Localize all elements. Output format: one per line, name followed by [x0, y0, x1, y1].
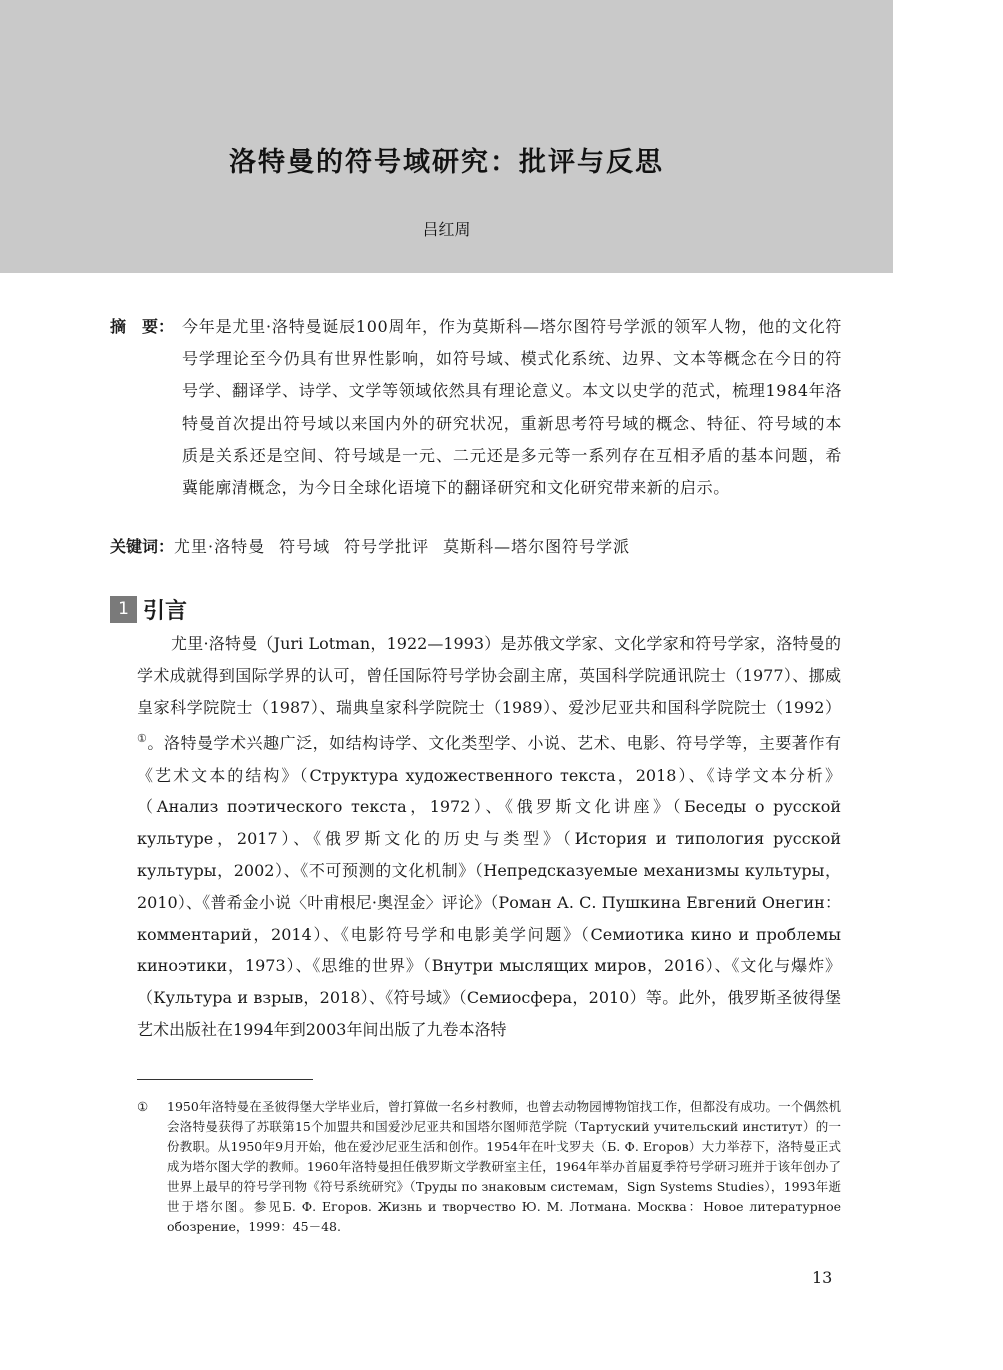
body-paragraph — [137, 628, 841, 1046]
section-heading — [110, 594, 187, 624]
keyword-item: 莫斯科—塔尔图符号学派 — [443, 537, 631, 556]
abstract-block — [110, 311, 842, 504]
keywords-label: 关键词： — [110, 537, 175, 556]
body-text-part: 。洛特曼学术兴趣广泛，如结构诗学、文化类型学、小说、艺术、电影、符号学等，主要著作有《艺术文本的结构》（Структура художественного текста，2018）、《诗学文本分析》（Анализ поэтического текста，1972）、《俄罗斯文化讲座》（Беседы о русской культуре，2017）、《俄罗斯文化的历史与类型》（История и типология русской культуры，2002）、《不可预测的文化机制》（Непредсказуемые механизмы культуры，2010）、《普希金小说〈叶甫根尼·奥涅金〉评论》（Роман А. С. Пушкина Евгений Онегин：комментарий，2014）、《电影符号学和电影美学问题》（Семиотика кино и проблемы киноэтики，1973）、《思维的世界》（Внутри мыслящих миров，2016）、《文化与爆炸》（Культура и взрыв，2018）、《符号域》（Семиосфера，2010）等。此外，俄罗斯圣彼得堡艺术出版社在1994年到2003年间出版了九卷本洛特 — [137, 733, 841, 1039]
keyword-item: 符号域 — [279, 537, 331, 556]
page-number: 13 — [812, 1268, 833, 1287]
keyword-item: 尤里·洛特曼 — [174, 537, 266, 556]
keywords-block — [110, 531, 842, 563]
footnote-text: 1950年洛特曼在圣彼得堡大学毕业后，曾打算做一名乡村教师，也曾去动物园博物馆找工作，但都没有成功。一个偶然机会洛特曼获得了苏联第15个加盟共和国爱沙尼亚共和国塔尔图师范学院（Тартуский учительский институт）的一份教职。从1950年9月开始，他在爱沙尼亚生活和创作。1954年在叶戈罗夫（Б. Ф. Егоров）大力举荐下，洛特曼正式成为塔尔图大学的教师。1960年洛特曼担任俄罗斯文学教研室主任，1964年举办首届夏季符号学研习班并于该年创办了世界上最早的符号学刊物《符号系统研究》（Труды по знаковым системам，Sign Systems Studies），1993年逝世于塔尔图。参见Б. Ф. Егоров. Жизнь и творчество Ю. М. Лотмана. Москва：Новое литературное обозрение，1999：45－48. — [167, 1099, 841, 1234]
abstract-text: 今年是尤里·洛特曼诞辰100周年，作为莫斯科—塔尔图符号学派的领军人物，他的文化符号学理论至今仍具有世界性影响，如符号域、模式化系统、边界、文本等概念在今日的符号学、翻译学、诗学、文学等领域依然具有理论意义。本文以史学的范式，梳理1984年洛特曼首次提出符号域以来国内外的研究状况，重新思考符号域的概念、特征、符号域的本质是关系还是空间、符号域是一元、二元还是多元等一系列存在互相矛盾的基本问题，希冀能廓清概念，为今日全球化语境下的翻译研究和文化研究带来新的启示。 — [182, 317, 842, 498]
section-number-badge: 1 — [110, 596, 137, 623]
author-name: 吕红周 — [422, 220, 471, 239]
footnote-divider — [137, 1079, 313, 1080]
body-text-part: 尤里·洛特曼（Juri Lotman，1922—1993）是苏俄文学家、文化学家和符号学家，洛特曼的学术成就得到国际学界的认可，曾任国际符号学协会副主席，英国科学院通讯院士（1977）、挪威皇家科学院院士（1987）、瑞典皇家科学院院士（1989）、爱沙尼亚共和国科学院院士（1992） — [137, 634, 841, 717]
footnote — [137, 1097, 841, 1237]
abstract-label: 摘 要： — [110, 317, 175, 336]
section-title: 引言 — [143, 598, 188, 624]
article-title: 洛特曼的符号域研究：批评与反思 — [229, 147, 664, 178]
keyword-item: 符号学批评 — [344, 537, 430, 556]
footnote-marker: ① — [137, 1099, 149, 1114]
footnote-reference[interactable]: ① — [137, 732, 148, 746]
